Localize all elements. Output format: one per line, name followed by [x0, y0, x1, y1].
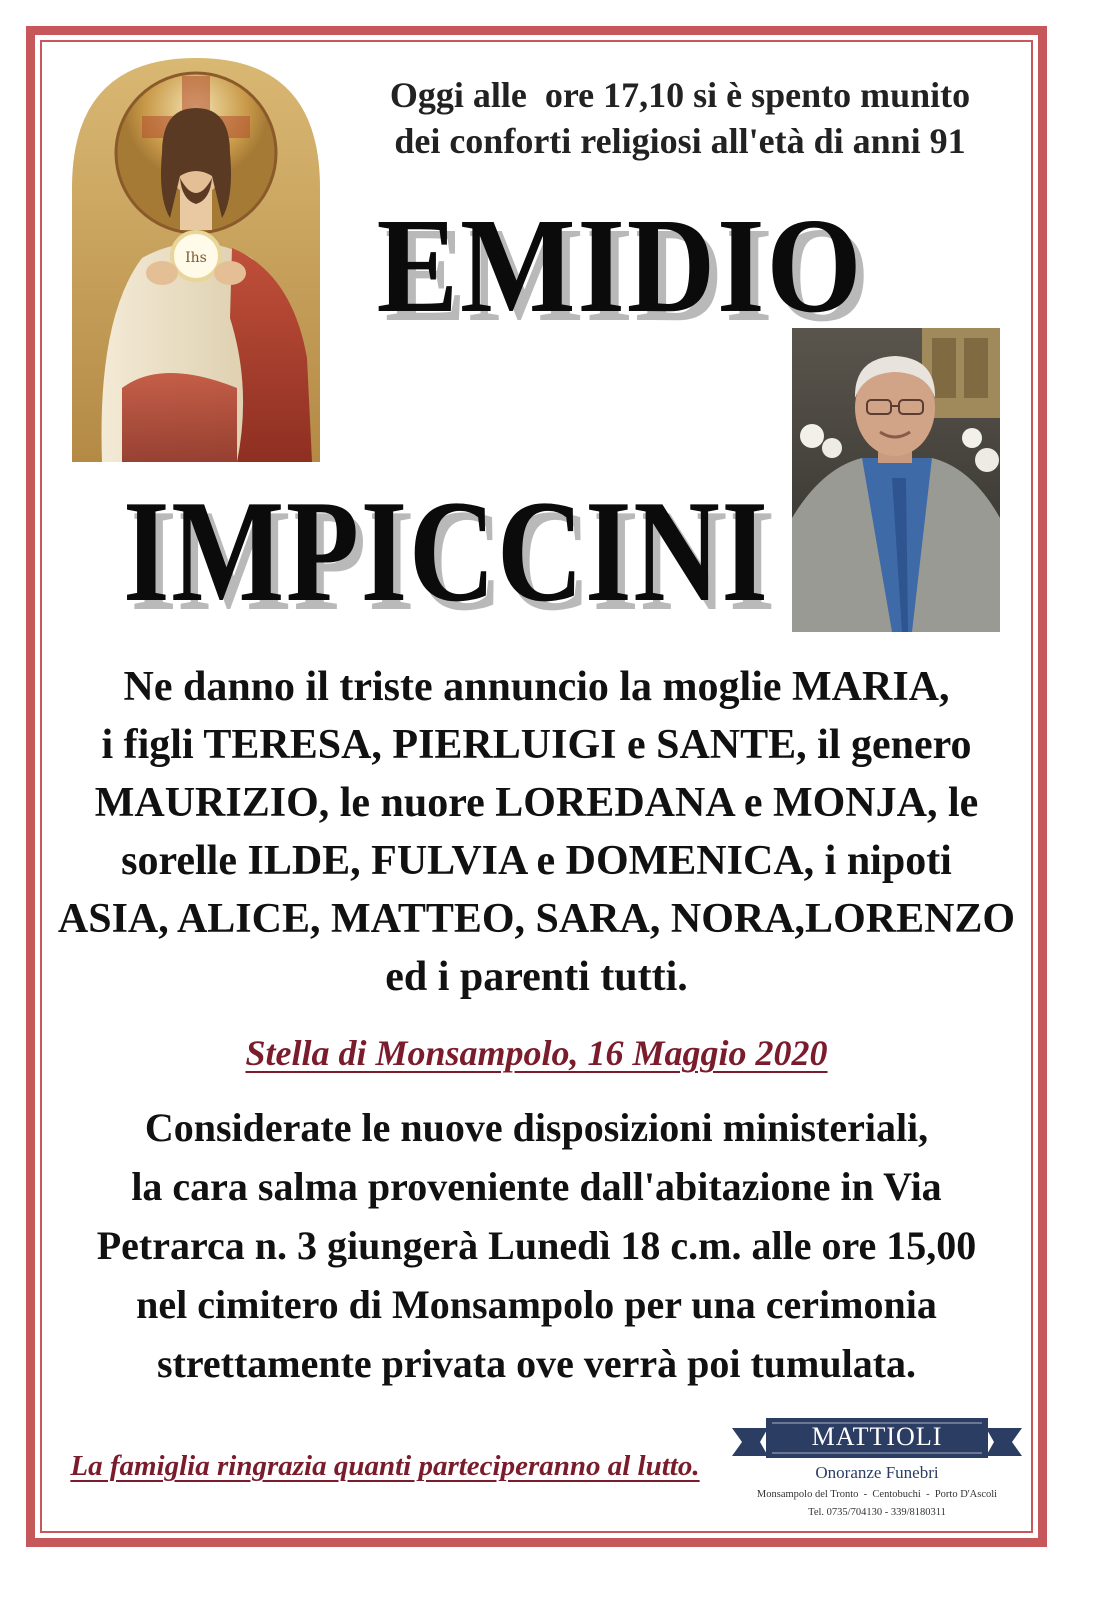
deceased-last-name: IMPICCINI — [123, 470, 770, 632]
intro-line-1: Oggi alle ore 17,10 si è spento munito — [389, 75, 971, 115]
funeral-home-name: MATTIOLI — [811, 1422, 943, 1451]
announcement-line: ASIA, ALICE, MATTEO, SARA, NORA,LORENZO — [57, 896, 1016, 942]
notice-line: la cara salma proveniente dall'abitazione in Via — [131, 1164, 942, 1209]
announcement-text — [50, 658, 1023, 1006]
svg-text:Ihs: Ihs — [185, 250, 207, 266]
funeral-home-phone: Tel. 0735/704130 - 339/8180311 — [808, 1507, 946, 1518]
sacred-heart-image — [62, 58, 330, 462]
notice-line: nel cimitero di Monsampolo per una cerimonia — [136, 1282, 937, 1327]
funeral-home-logo — [732, 1412, 1022, 1522]
portrait-photo — [792, 328, 1000, 632]
intro-text — [370, 72, 990, 164]
ceremony-notice — [50, 1098, 1023, 1393]
notice-line: strettamente privata ove verrà poi tumulata. — [156, 1341, 917, 1386]
thanks-text: La famiglia ringrazia quanti parteciperanno al lutto. — [70, 1450, 700, 1482]
announcement-line: MAURIZIO, le nuore LOREDANA e MONJA, le — [94, 780, 979, 826]
announcement-line: Ne danno il triste annuncio la moglie MARIA, — [123, 664, 950, 710]
announcement-line: ed i parenti tutti. — [385, 954, 688, 1000]
funeral-home-subtitle: Onoranze Funebri — [815, 1463, 939, 1482]
place-date-text: Stella di Monsampolo, 16 Maggio 2020 — [245, 1033, 828, 1073]
intro-line-2: dei conforti religiosi all'età di anni 91 — [394, 121, 966, 161]
notice-line: Petrarca n. 3 giungerà Lunedì 18 c.m. alle ore 15,00 — [96, 1223, 977, 1268]
funeral-home-locations: Monsampolo del Tronto - Centobuchi - Porto D'Ascoli — [756, 1489, 998, 1500]
deceased-first-name: EMIDIO — [376, 191, 864, 341]
notice-line: Considerate le nuove disposizioni ministeriali, — [144, 1105, 929, 1150]
announcement-line: sorelle ILDE, FULVIA e DOMENICA, i nipoti — [121, 838, 952, 884]
place-and-date — [150, 1028, 923, 1078]
announcement-line: i figli TERESA, PIERLUIGI e SANTE, il genero — [101, 722, 972, 768]
thanks-message — [60, 1446, 710, 1486]
